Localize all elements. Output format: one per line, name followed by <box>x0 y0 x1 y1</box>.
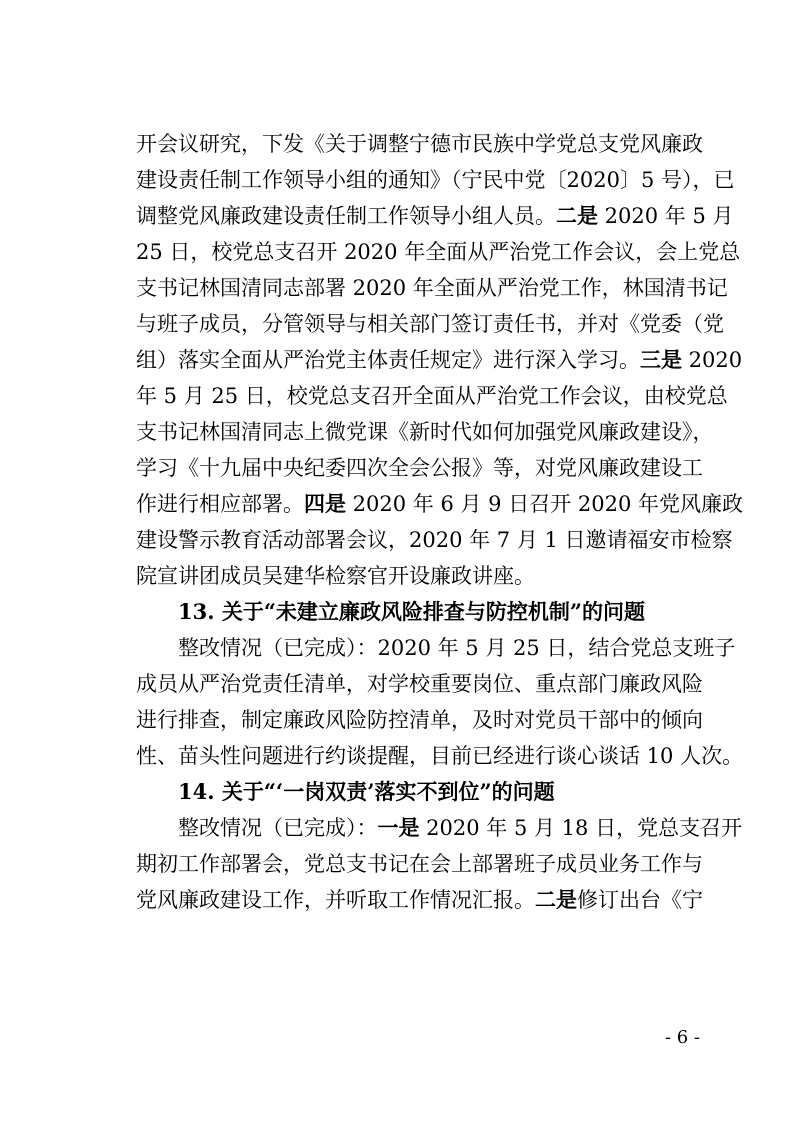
body-line: 支书记林国清同志上微党课《新时代如何加强党风廉政建设》， <box>136 420 714 444</box>
bold-ordinal: 二是 <box>535 887 577 912</box>
body-text: 整改情况（已完成）： <box>178 816 378 840</box>
body-text: 2020 <box>682 348 743 372</box>
section-heading-14: 14. 关于“‘一岗双责’落实不到位”的问题 <box>178 779 555 804</box>
body-line: 建设警示教育活动部署会议，2020 年 7 月 1 日邀请福安市检察 <box>136 528 733 552</box>
body-line: 建设责任制工作领导小组的通知》（宁民中党〔2020〕5 号），已 <box>136 168 735 192</box>
body-text: 修订出台《宁 <box>577 888 703 912</box>
body-text: 2020 年 5 月 <box>598 204 734 228</box>
body-line: 进行排查，制定廉政风险防控清单，及时对党员干部中的倾向 <box>136 708 703 732</box>
bold-ordinal: 三是 <box>640 347 682 372</box>
body-line: 与班子成员，分管领导与相关部门签订责任书，并对《党委（党 <box>136 312 724 336</box>
body-line <box>178 810 743 846</box>
body-line: 院宣讲团成员吴建华检察官开设廉政讲座。 <box>136 564 535 588</box>
section-heading-13: 13. 关于“未建立廉政风险排查与防控机制”的问题 <box>178 599 646 624</box>
body-line: 学习《十九届中央纪委四次全会公报》等，对党风廉政建设工 <box>136 456 703 480</box>
bold-ordinal: 二是 <box>556 203 598 228</box>
body-line: 成员从严治党责任清单，对学校重要岗位、重点部门廉政风险 <box>136 672 703 696</box>
body-line: 性、苗头性问题进行约谈提醒，目前已经进行谈心谈话 10 人次。 <box>136 744 744 768</box>
body-line <box>136 198 734 234</box>
body-text: 组）落实全面从严治党主体责任规定》进行深入学习。 <box>136 348 640 372</box>
body-line: 25 日，校党总支召开 2020 年全面从严治党工作会议，会上党总 <box>136 240 741 264</box>
body-text: 2020 年 6 月 9 日召开 2020 年党风廉政 <box>346 492 744 516</box>
body-line: 开会议研究，下发《关于调整宁德市民族中学党总支党风廉政 <box>136 132 703 156</box>
body-line: 年 5 月 25 日，校党总支召开全面从严治党工作会议，由校党总 <box>136 384 728 408</box>
body-text: 调整党风廉政建设责任制工作领导小组人员。 <box>136 204 556 228</box>
body-line <box>136 486 744 522</box>
body-line: 支书记林国清同志部署 2020 年全面从严治党工作，林国清书记 <box>136 276 728 300</box>
body-line: 整改情况（已完成）：2020 年 5 月 25 日，结合党总支班子 <box>178 636 736 660</box>
body-line <box>136 342 743 378</box>
page-number: - 6 - <box>664 1027 700 1048</box>
body-text: 党风廉政建设工作，并听取工作情况汇报。 <box>136 888 535 912</box>
body-text: 2020 年 5 月 18 日，党总支召开 <box>419 816 743 840</box>
bold-ordinal: 四是 <box>304 491 346 516</box>
body-line <box>136 882 703 918</box>
bold-ordinal: 一是 <box>377 815 420 840</box>
body-line: 期初工作部署会，党总支书记在会上部署班子成员业务工作与 <box>136 852 703 876</box>
body-text: 作进行相应部署。 <box>136 492 304 516</box>
